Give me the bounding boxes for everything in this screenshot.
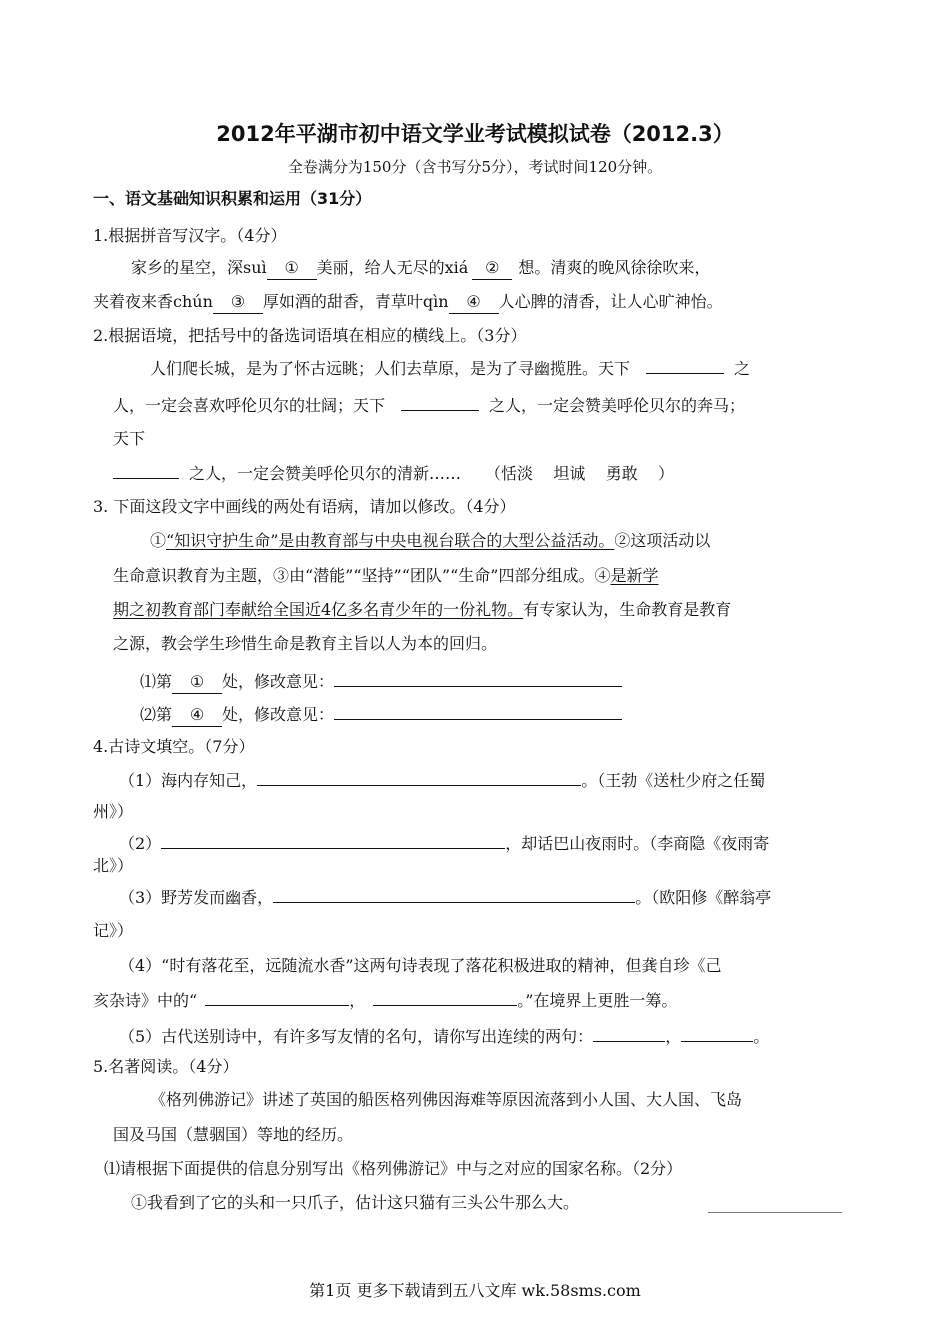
answer-blank[interactable] bbox=[334, 670, 622, 687]
answer-blank[interactable] bbox=[646, 357, 724, 374]
answer-blank[interactable] bbox=[593, 1025, 665, 1042]
blank-2: ② bbox=[472, 257, 512, 280]
q3-answer-1: ⑴第 ① 处，修改意见： bbox=[140, 670, 622, 694]
underlined-sentence-1: “知识守护生命”是由教育部与中央电视台联合的大型公益活动。 bbox=[166, 531, 615, 550]
answer-blank[interactable] bbox=[161, 832, 505, 849]
exam-info: 全卷满分为150分（含书写分5分），考试时间120分钟。 bbox=[287, 158, 663, 176]
q4-item-2-cont: 北》） bbox=[93, 856, 134, 875]
q2-line3: 天下 bbox=[113, 429, 146, 448]
answer-blank[interactable] bbox=[681, 1025, 753, 1042]
section-heading: 一、语文基础知识积累和运用（31分） bbox=[93, 189, 372, 208]
word-options: （恬淡 坦诚 勇敢 ） bbox=[485, 464, 675, 483]
q1-line1: 家乡的星空，深suì ① 美丽，给人无尽的xiá ② 想。清爽的晚风徐徐吹来， bbox=[131, 257, 710, 280]
q3-para-line4: 之源，教会学生珍惜生命是教育主旨以人为本的回归。 bbox=[113, 634, 498, 653]
answer-blank[interactable] bbox=[273, 886, 635, 903]
page-footer: 第1页 更多下载请到五八文库 wk.58sms.com bbox=[309, 1281, 641, 1300]
underlined-sentence-4-cont: 期之初教育部门奉献给全国近4亿多名青少年的一份礼物。 bbox=[113, 600, 524, 619]
q5-para-line1: 《格列佛游记》讲述了英国的船医格列佛因海难等原因流落到小人国、大人国、飞岛 bbox=[150, 1090, 743, 1109]
q4-item-4: （4）“时有落花至，远随流水香”这两句诗表现了落花积极进取的精神，但龚自珍《己 bbox=[119, 956, 722, 975]
q3-para-line2: 生命意识教育为主题，③由“潜能”“坚持”“团队”“生命”四部分组成。④是新学 bbox=[113, 566, 659, 585]
blank-1: ① bbox=[267, 257, 317, 280]
answer-blank[interactable] bbox=[205, 989, 349, 1006]
q1-heading: 1.根据拼音写汉字。（4分） bbox=[93, 226, 287, 245]
q4-item-3-cont: 记》） bbox=[93, 921, 134, 940]
page-title: 2012年平湖市初中语文学业考试模拟试卷（2012.3） bbox=[216, 122, 734, 146]
underlined-sentence-4: 是新学 bbox=[610, 566, 659, 585]
q4-item-1: （1）海内存知己， 。（王勃《送杜少府之任蜀 bbox=[119, 771, 766, 790]
q3-para-line3: 期之初教育部门奉献给全国近4亿多名青少年的一份礼物。有专家认为，生命教育是教育 bbox=[113, 600, 732, 619]
answer-blank[interactable] bbox=[373, 989, 517, 1006]
q5-heading: 5.名著阅读。（4分） bbox=[93, 1057, 239, 1076]
q4-item-1-cont: 州》） bbox=[93, 802, 134, 821]
q2-line1: 人们爬长城，是为了怀古远眺；人们去草原，是为了寻幽揽胜。天下 之 bbox=[150, 359, 751, 378]
q5-item-1: ①我看到了它的头和一只爪子，估计这只猫有三头公牛那么大。 bbox=[131, 1193, 580, 1212]
blank-3: ③ bbox=[213, 291, 263, 314]
q5-para-line2: 国及马国（慧骃国）等地的经历。 bbox=[113, 1125, 354, 1144]
q2-line2: 人，一定会喜欢呼伦贝尔的壮阔；天下 之人，一定会赞美呼伦贝尔的奔马； bbox=[113, 396, 746, 415]
q4-item-3: （3）野芳发而幽香， 。（欧阳修《醉翁亭 bbox=[119, 888, 772, 907]
q3-para-line1: ①“知识守护生命”是由教育部与中央电视台联合的大型公益活动。②这项活动以 bbox=[150, 531, 711, 550]
q4-heading: 4.古诗文填空。（7分） bbox=[93, 737, 255, 756]
answer-blank[interactable] bbox=[257, 769, 581, 786]
q4-item-4-cont: 亥杂诗》中的“ ， 。”在境界上更胜一筹。 bbox=[93, 991, 678, 1010]
q4-item-5: （5）古代送别诗中，有许多写友情的名句，请你写出连续的两句： ， 。 bbox=[119, 1027, 770, 1046]
q2-heading: 2.根据语境，把括号中的备选词语填在相应的横线上。（3分） bbox=[93, 326, 527, 345]
q3-answer-2: ⑵第 ④ 处，修改意见： bbox=[140, 703, 622, 727]
q4-item-2: （2） ，却话巴山夜雨时。（李商隐《夜雨寄 bbox=[119, 834, 770, 853]
q2-line4: 之人，一定会赞美呼伦贝尔的清新…… （恬淡 坦诚 勇敢 ） bbox=[113, 462, 674, 485]
q3-heading: 3. 下面这段文字中画线的两处有语病，请加以修改。（4分） bbox=[93, 497, 516, 516]
answer-blank[interactable] bbox=[113, 462, 179, 479]
answer-blank[interactable] bbox=[708, 1212, 842, 1213]
q5-subquestion-1: ⑴请根据下面提供的信息分别写出《格列佛游记》中与之对应的国家名称。（2分） bbox=[104, 1159, 683, 1178]
answer-blank[interactable] bbox=[334, 703, 622, 720]
q1-line2: 夹着夜来香chún ③ 厚如酒的甜香，青草叶qìn ④ 人心脾的清香，让人心旷神怡。 bbox=[93, 291, 723, 314]
answer-blank[interactable] bbox=[401, 394, 479, 411]
blank-4: ④ bbox=[449, 291, 499, 314]
